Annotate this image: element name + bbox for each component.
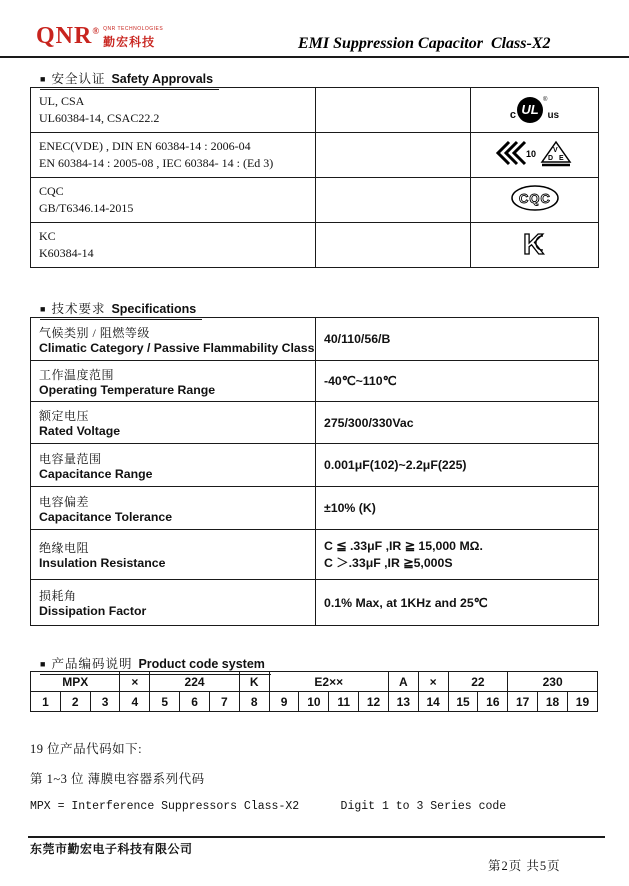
code-group: E2×× <box>269 672 388 692</box>
culus-mark-icon: c UL ® us <box>471 88 599 133</box>
page-number: 第2页 共5页 <box>488 859 561 873</box>
code-digit: 18 <box>538 692 568 712</box>
svg-text:V: V <box>552 146 558 154</box>
code-digit: 15 <box>448 692 478 712</box>
approval-text: ENEC(VDE) , DIN EN 60384-14 : 2006-04 EN 60384-14 : 2005-08 , IEC 60384- 14 : (Ed 3) <box>31 133 316 178</box>
spec-label: 绝缘电阻 Insulation Resistance <box>31 530 316 580</box>
brand-chinese-name: 勤宏科技 <box>103 35 156 49</box>
code-digit: 16 <box>478 692 508 712</box>
specifications-heading: ■ 技术要求 Specifications <box>40 299 202 320</box>
brand-text: QNR® <box>36 23 101 49</box>
table-row <box>31 402 599 444</box>
code-digit: 4 <box>120 692 150 712</box>
code-digit: 9 <box>269 692 299 712</box>
specifications-table <box>30 317 599 626</box>
svg-text:CQC: CQC <box>518 190 551 206</box>
code-digit: 8 <box>239 692 269 712</box>
safety-approvals-table <box>30 87 599 268</box>
svg-text:E: E <box>558 154 564 162</box>
empty-cell <box>316 223 471 268</box>
spec-value: 0.001μF(102)~2.2μF(225) <box>316 444 599 487</box>
table-row <box>31 361 599 402</box>
spec-label: 电容偏差 Capacitance Tolerance <box>31 487 316 530</box>
svg-text:D: D <box>547 154 553 162</box>
registered-mark-icon: ® <box>92 26 101 36</box>
approval-text: UL, CSA UL60384-14, CSAC22.2 <box>31 88 316 133</box>
code-digit: 1 <box>31 692 61 712</box>
code-digit: 12 <box>359 692 389 712</box>
footer-divider <box>28 836 605 838</box>
note-line: 第 1~3 位 薄膜电容器系列代码 <box>30 772 205 786</box>
code-digit: 13 <box>388 692 418 712</box>
code-digit: 6 <box>180 692 210 712</box>
empty-cell <box>316 133 471 178</box>
product-code-table <box>30 671 598 712</box>
code-digit: 17 <box>508 692 538 712</box>
table-row <box>31 133 599 178</box>
code-group: × <box>120 672 150 692</box>
table-row <box>31 223 599 268</box>
kc-mark-icon <box>471 223 599 268</box>
table-row <box>31 318 599 361</box>
code-group: MPX <box>31 672 120 692</box>
table-row <box>31 487 599 530</box>
spec-value: 275/300/330Vac <box>316 402 599 444</box>
spec-value: ±10% (K) <box>316 487 599 530</box>
product-code-heading: ■ 产品编码说明 Product code system <box>40 654 271 675</box>
enec-vde-mark-icon <box>471 133 599 178</box>
note-line: MPX = Interference Suppressors Class-X2 Digit 1 to 3 Series code <box>30 800 507 813</box>
header-divider <box>0 56 629 58</box>
svg-text:10: 10 <box>525 148 536 159</box>
table-row <box>31 178 599 223</box>
table-row <box>31 88 599 133</box>
code-digit: 5 <box>150 692 180 712</box>
code-group: 22 <box>448 672 508 692</box>
code-digit-row <box>31 692 598 712</box>
document-title: EMI Suppression Capacitor Class-X2 <box>298 35 551 52</box>
bullet-square-icon: ■ <box>40 304 46 314</box>
table-row <box>31 580 599 626</box>
spec-value: -40℃~110℃ <box>316 361 599 402</box>
code-digit: 19 <box>567 692 597 712</box>
table-row <box>31 530 599 580</box>
code-digit: 2 <box>60 692 90 712</box>
code-digit: 7 <box>209 692 239 712</box>
code-group: 230 <box>508 672 598 692</box>
empty-cell <box>316 88 471 133</box>
spec-label: 工作温度范围 Operating Temperature Range <box>31 361 316 402</box>
code-group: × <box>418 672 448 692</box>
safety-approvals-heading: ■ 安全认证 Safety Approvals <box>40 69 219 90</box>
approval-text: CQC GB/T6346.14-2015 <box>31 178 316 223</box>
brand-tagline: QNR TECHNOLOGIES <box>103 26 164 32</box>
table-row <box>31 444 599 487</box>
code-digit: 3 <box>90 692 120 712</box>
cqc-mark-icon <box>471 178 599 223</box>
code-group: K <box>239 672 269 692</box>
spec-value: 0.1% Max, at 1KHz and 25℃ <box>316 580 599 626</box>
code-digit: 11 <box>329 692 359 712</box>
bullet-square-icon: ■ <box>40 659 46 669</box>
note-line: 19 位产品代码如下: <box>30 742 143 756</box>
code-digit: 10 <box>299 692 329 712</box>
empty-cell <box>316 178 471 223</box>
spec-value: 40/110/56/B <box>316 318 599 361</box>
spec-label: 损耗角 Dissipation Factor <box>31 580 316 626</box>
approval-text: KC K60384-14 <box>31 223 316 268</box>
company-logo <box>36 24 163 50</box>
code-group-row <box>31 672 598 692</box>
spec-label: 电容量范围 Capacitance Range <box>31 444 316 487</box>
code-group: 224 <box>150 672 239 692</box>
spec-label: 气候类别 / 阻燃等级 Climatic Category / Passive Flammability Class <box>31 318 316 361</box>
code-digit: 14 <box>418 692 448 712</box>
spec-label: 额定电压 Rated Voltage <box>31 402 316 444</box>
spec-value: C ≦ .33μF ,IR ≧ 15,000 MΩ. C ＞.33μF ,IR ≧5,000S <box>316 530 599 580</box>
footer-company-name: 东莞市勤宏电子科技有限公司 <box>30 842 193 856</box>
bullet-square-icon: ■ <box>40 74 46 84</box>
code-group: A <box>388 672 418 692</box>
svg-text:K: K <box>522 228 544 260</box>
